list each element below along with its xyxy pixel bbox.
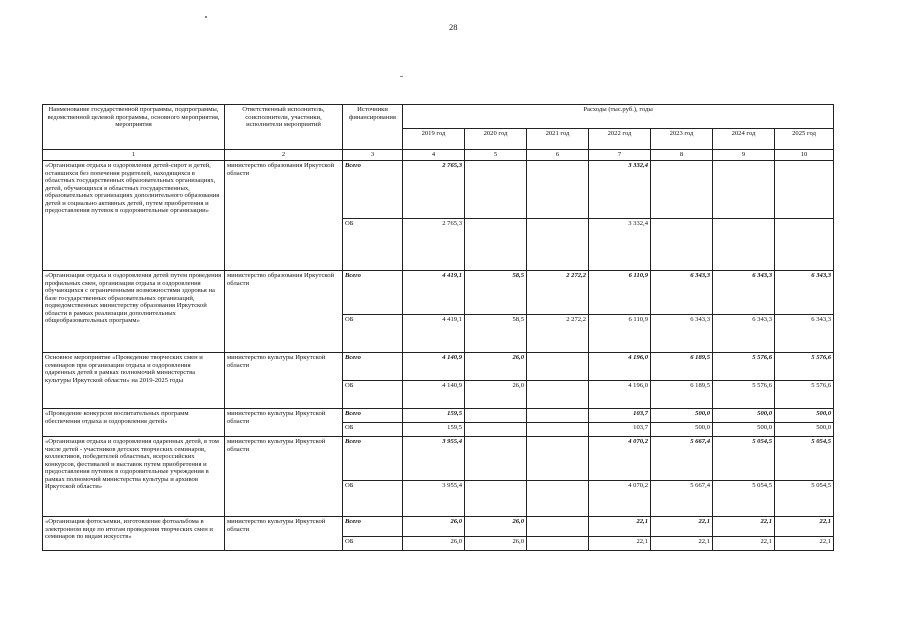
header-year: 2025 год <box>775 129 834 150</box>
header-year: 2022 год <box>589 129 651 150</box>
ob-value: 5 576,6 <box>775 381 834 409</box>
ob-value: 6 110,9 <box>589 315 651 353</box>
header-year: 2023 год <box>651 129 713 150</box>
total-value: 500,0 <box>775 409 834 423</box>
ob-value <box>527 219 589 271</box>
header-expenses: Расходы (тыс.руб.), годы <box>403 105 834 129</box>
source-total-label: Всего <box>343 353 403 381</box>
ob-value: 500,0 <box>651 423 713 437</box>
total-value: 6 343,3 <box>775 271 834 315</box>
column-number: 1 <box>43 150 225 161</box>
ob-value: 26,0 <box>403 537 465 551</box>
ob-value: 6 343,3 <box>775 315 834 353</box>
ob-value: 22,1 <box>775 537 834 551</box>
total-value: 6 343,3 <box>713 271 775 315</box>
column-number: 6 <box>527 150 589 161</box>
column-number: 5 <box>465 150 527 161</box>
page-number: 28 <box>449 22 458 32</box>
total-value: 159,5 <box>403 409 465 423</box>
total-value: 4 196,0 <box>589 353 651 381</box>
table-row <box>43 161 834 219</box>
ob-value: 5 576,6 <box>713 381 775 409</box>
ob-value: 26,0 <box>465 381 527 409</box>
header-executor: Ответственный исполнитель, соисполнители, участники, исполнители мероприятий <box>225 105 343 150</box>
source-ob-label: ОБ <box>343 315 403 353</box>
total-value: 2 272,2 <box>527 271 589 315</box>
total-value <box>465 409 527 423</box>
scan-speck <box>205 16 207 18</box>
total-value: 22,1 <box>713 517 775 537</box>
executor: министерство культуры Иркутской области <box>225 353 343 409</box>
activity-name: Основное мероприятие «Проведение творческих смен и семинаров при организации отдыха и оздоровления одаренных детей в рамках полномочий министерства культуры Иркутской области» на 2019-2025 годы <box>43 353 225 409</box>
ob-value: 22,1 <box>713 537 775 551</box>
source-ob-label: ОБ <box>343 423 403 437</box>
table-row <box>43 437 834 481</box>
ob-value: 2 765,3 <box>403 219 465 271</box>
budget-table <box>42 104 834 551</box>
total-value <box>465 437 527 481</box>
header-year: 2024 год <box>713 129 775 150</box>
ob-value: 6 343,3 <box>651 315 713 353</box>
ob-value: 26,0 <box>465 537 527 551</box>
ob-value: 6 343,3 <box>713 315 775 353</box>
total-value <box>465 161 527 219</box>
total-value: 500,0 <box>713 409 775 423</box>
table-body <box>43 161 834 551</box>
ob-value <box>651 219 713 271</box>
total-value <box>713 161 775 219</box>
total-value <box>775 161 834 219</box>
executor: министерство образования Иркутской области <box>225 271 343 353</box>
ob-value <box>527 381 589 409</box>
total-value <box>527 437 589 481</box>
ob-value <box>527 423 589 437</box>
ob-value <box>465 219 527 271</box>
total-value: 22,1 <box>775 517 834 537</box>
executor: министерство образования Иркутской области <box>225 161 343 271</box>
total-value: 2 765,3 <box>403 161 465 219</box>
header-source: Источники финансирования <box>343 105 403 150</box>
activity-name: «Организация отдыха и оздоровления одаренных детей, в том числе детей - участников детских творческих семинаров, коллективов, победителей областных, всероссийских конкурсов, фестивалей и выставок путем приобретения и предоставления путевок в оздоровительные учреждения в рамках полномочий министерства культуры и архивов Иркутской области» <box>43 437 225 517</box>
executor: министерство культуры Иркутской области <box>225 437 343 517</box>
total-value: 4 419,1 <box>403 271 465 315</box>
ob-value <box>527 537 589 551</box>
total-value: 500,0 <box>651 409 713 423</box>
ob-value: 3 955,4 <box>403 481 465 517</box>
source-ob-label: ОБ <box>343 481 403 517</box>
table-row <box>43 353 834 381</box>
total-value: 4 070,2 <box>589 437 651 481</box>
ob-value: 4 419,1 <box>403 315 465 353</box>
ob-value: 103,7 <box>589 423 651 437</box>
ob-value: 22,1 <box>651 537 713 551</box>
total-value: 4 140,9 <box>403 353 465 381</box>
scan-speck <box>400 76 403 77</box>
column-number: 2 <box>225 150 343 161</box>
activity-name: «Организация фотосъемки, изготовление фотоальбома в электронном виде по итогам проведения творческих смен и семинаров по видам искусств» <box>43 517 225 551</box>
table-row <box>43 271 834 315</box>
executor: министерство культуры Иркутской области <box>225 517 343 551</box>
ob-value: 4 070,2 <box>589 481 651 517</box>
header-year: 2019 год <box>403 129 465 150</box>
column-number: 3 <box>343 150 403 161</box>
total-value: 6 110,9 <box>589 271 651 315</box>
total-value: 6 189,5 <box>651 353 713 381</box>
column-number: 8 <box>651 150 713 161</box>
total-value: 5 054,5 <box>775 437 834 481</box>
table-row <box>43 517 834 537</box>
source-ob-label: ОБ <box>343 381 403 409</box>
ob-value <box>465 423 527 437</box>
total-value <box>527 517 589 537</box>
ob-value: 159,5 <box>403 423 465 437</box>
column-number: 7 <box>589 150 651 161</box>
executor: министерство культуры Иркутской области <box>225 409 343 437</box>
source-total-label: Всего <box>343 161 403 219</box>
column-number: 9 <box>713 150 775 161</box>
column-number: 10 <box>775 150 834 161</box>
ob-value: 22,1 <box>589 537 651 551</box>
ob-value: 5 054,5 <box>713 481 775 517</box>
source-ob-label: ОБ <box>343 537 403 551</box>
ob-value: 3 332,4 <box>589 219 651 271</box>
activity-name: «Организация отдыха и оздоровления детей-сирот и детей, оставшихся без попечения родителей, находящихся в областных государственных образовательных организациях, детей, обучающихся в областных государственных, образовательных организациях дополнительного образования детей и социально активных детей, путем приобретения и предоставления путевок в оздоровительные организации» <box>43 161 225 271</box>
total-value: 26,0 <box>465 517 527 537</box>
source-total-label: Всего <box>343 409 403 423</box>
activity-name: «Организация отдыха и оздоровления детей путем проведения профильных смен, организация отдыха и оздоровления обучающихся с ограниченными возможностями здоровья на базе государственных образовательных организаций, подведомственных министерству образования Иркутской области в рамках реализации дополнительных общеобразовательных программ» <box>43 271 225 353</box>
activity-name: «Проведение конкурсов воспитательных программ обеспечения отдыха и оздоровления детей» <box>43 409 225 437</box>
header-year: 2021 год <box>527 129 589 150</box>
total-value <box>527 409 589 423</box>
ob-value: 2 272,2 <box>527 315 589 353</box>
total-value: 5 054,5 <box>713 437 775 481</box>
source-total-label: Всего <box>343 517 403 537</box>
ob-value <box>527 481 589 517</box>
total-value: 3 955,4 <box>403 437 465 481</box>
ob-value: 5 667,4 <box>651 481 713 517</box>
total-value: 5 576,6 <box>775 353 834 381</box>
total-value: 58,5 <box>465 271 527 315</box>
total-value <box>651 161 713 219</box>
source-ob-label: ОБ <box>343 219 403 271</box>
header-year: 2020 год <box>465 129 527 150</box>
ob-value: 4 140,9 <box>403 381 465 409</box>
header-name: Наименование государственной программы, подпрограммы, ведомственной целевой программы, основного мероприятия, мероприятия <box>43 105 225 150</box>
total-value <box>527 161 589 219</box>
source-total-label: Всего <box>343 437 403 481</box>
total-value: 5 576,6 <box>713 353 775 381</box>
ob-value: 500,0 <box>713 423 775 437</box>
table-row <box>43 409 834 423</box>
column-number: 4 <box>403 150 465 161</box>
total-value: 3 332,4 <box>589 161 651 219</box>
ob-value: 6 189,5 <box>651 381 713 409</box>
total-value: 103,7 <box>589 409 651 423</box>
source-total-label: Всего <box>343 271 403 315</box>
total-value: 26,0 <box>403 517 465 537</box>
total-value: 22,1 <box>589 517 651 537</box>
total-value: 26,0 <box>465 353 527 381</box>
ob-value: 5 054,5 <box>775 481 834 517</box>
ob-value <box>465 481 527 517</box>
ob-value: 4 196,0 <box>589 381 651 409</box>
ob-value: 58,5 <box>465 315 527 353</box>
total-value: 6 343,3 <box>651 271 713 315</box>
ob-value <box>713 219 775 271</box>
total-value <box>527 353 589 381</box>
total-value: 5 667,4 <box>651 437 713 481</box>
total-value: 22,1 <box>651 517 713 537</box>
ob-value: 500,0 <box>775 423 834 437</box>
ob-value <box>775 219 834 271</box>
